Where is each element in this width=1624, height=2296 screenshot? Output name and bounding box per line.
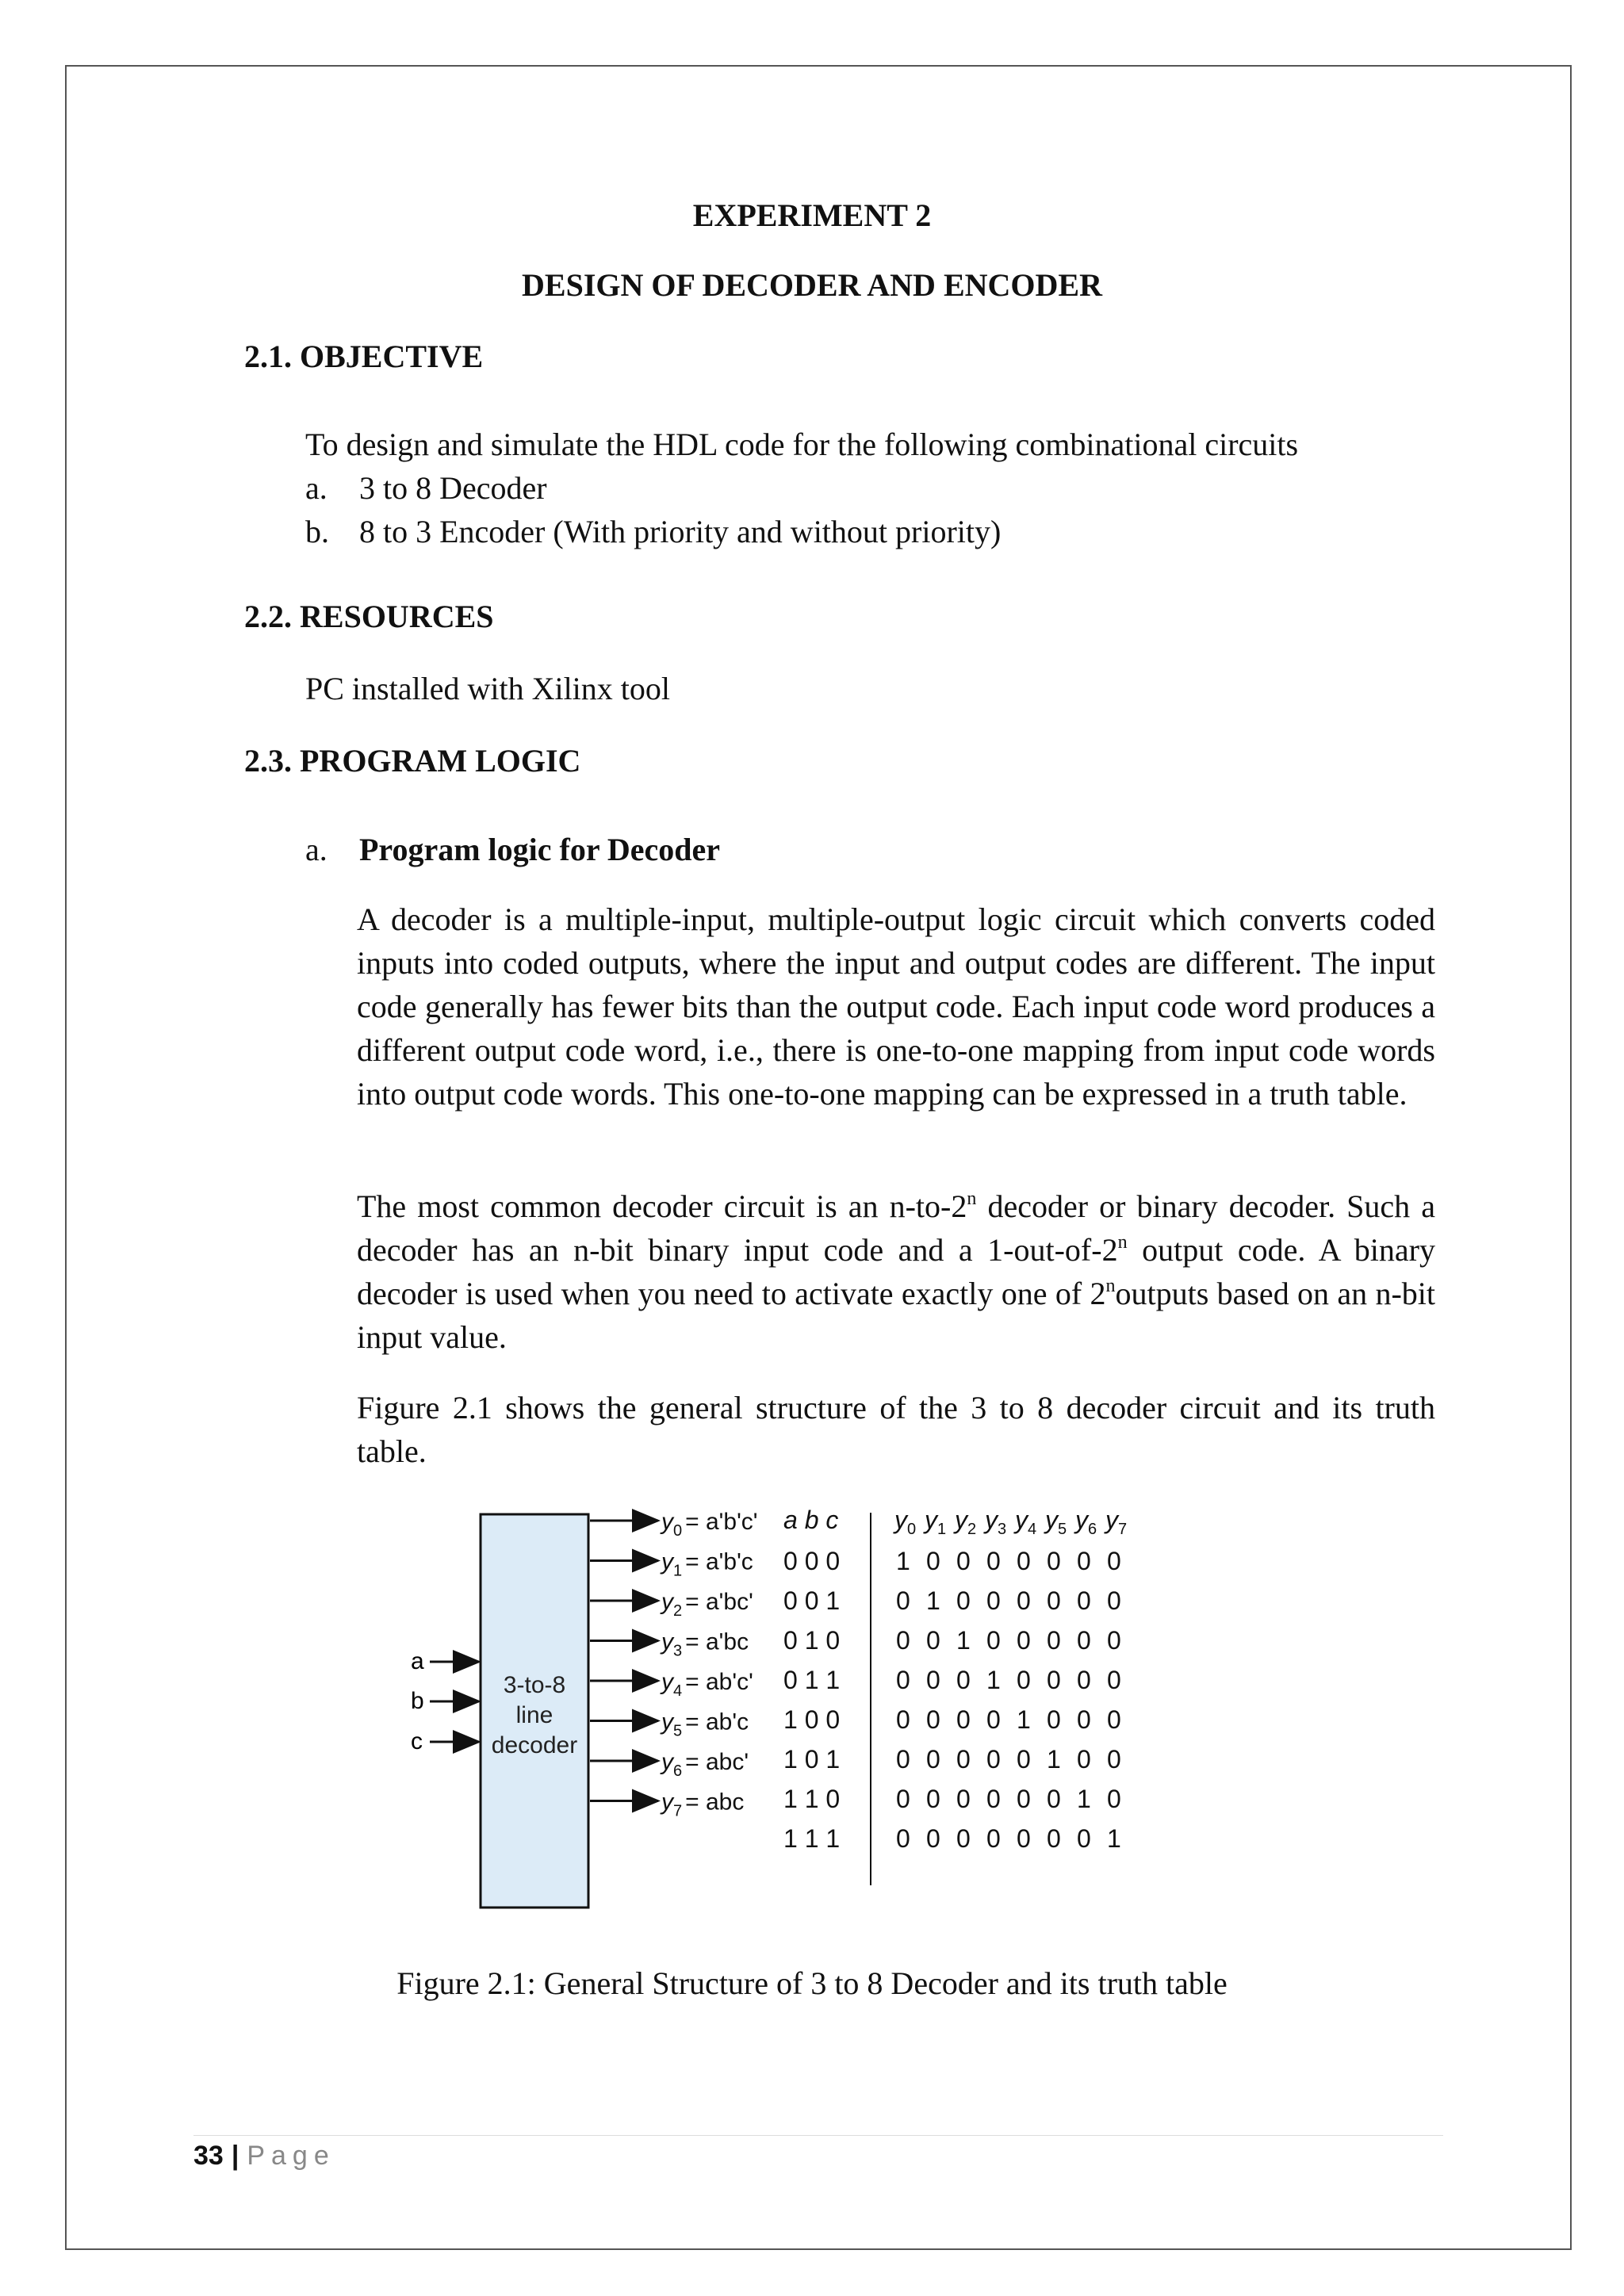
list-marker: a. <box>305 832 327 867</box>
output-label: $y_6 = abc'$ <box>661 1749 749 1780</box>
svg-text:a: a <box>411 1648 424 1674</box>
output-line <box>590 1789 744 1820</box>
row-inputs: 0 0 0 <box>783 1547 841 1575</box>
row-outputs: 00100000 <box>896 1626 1121 1655</box>
table-header-output: $y_4$ <box>1015 1506 1037 1538</box>
list-item-text: 8 to 3 Encoder (With priority and without priority) <box>359 514 1002 549</box>
input-a <box>411 1648 479 1674</box>
figure-caption: Figure 2.1: General Structure of 3 to 8 Decoder and its truth table <box>396 1965 1228 2001</box>
program-logic-heading: 2.3. PROGRAM LOGIC <box>244 743 581 779</box>
decoder-paragraph-3: Figure 2.1 shows the general structure of the 3 to 8 decoder circuit and its truth table. <box>357 1390 1435 1469</box>
row-outputs: 00010000 <box>896 1666 1121 1694</box>
row-inputs: 1 0 0 <box>783 1705 841 1734</box>
output-label: $y_4 = ab'c'$ <box>661 1669 753 1700</box>
output-line <box>590 1509 758 1540</box>
resources-heading: 2.2. RESOURCES <box>244 599 494 634</box>
row-inputs: 1 1 0 <box>783 1785 841 1813</box>
footer-separator: | <box>231 2141 239 2171</box>
output-label: $y_7$ = abc <box>661 1789 745 1820</box>
row-outputs: 10000000 <box>896 1547 1121 1575</box>
list-marker: b. <box>305 514 329 549</box>
output-line <box>590 1709 749 1740</box>
table-row <box>783 1547 1121 1575</box>
row-outputs: 00000100 <box>896 1745 1121 1774</box>
row-inputs: 0 1 1 <box>783 1666 841 1694</box>
row-outputs: 00001000 <box>896 1705 1121 1734</box>
output-label: $y_3 = a'bc$ <box>661 1628 749 1660</box>
row-inputs: 1 0 1 <box>783 1745 841 1774</box>
output-line <box>590 1669 753 1700</box>
table-row <box>783 1586 1121 1615</box>
page-footer <box>193 2141 335 2172</box>
table-row <box>783 1824 1121 1853</box>
objective-intro: To design and simulate the HDL code for the following combinational circuits <box>305 427 1299 462</box>
svg-text:b: b <box>411 1688 424 1714</box>
table-header-output: $y_3$ <box>985 1506 1007 1538</box>
table-row <box>783 1705 1121 1734</box>
row-outputs: 00000001 <box>896 1824 1121 1853</box>
row-inputs: 0 1 0 <box>783 1626 841 1655</box>
experiment-subtitle: DESIGN OF DECODER AND ENCODER <box>522 267 1102 303</box>
output-line <box>590 1749 749 1780</box>
svg-text:c: c <box>411 1728 423 1755</box>
list-item-text: 3 to 8 Decoder <box>359 470 547 506</box>
table-row <box>783 1626 1121 1655</box>
page-number: 33 <box>193 2141 224 2171</box>
decoder-paragraph-2: The most common decoder circuit is an n-to-2$^n$ decoder or binary decoder. Such a decoder has an n-bit binary input code and a 1-out-of-2$^n$ output code. A binary decoder is used when you need to activate exactly one of 2$^n$outputs based on an n-bit input value. <box>357 1188 1436 1355</box>
table-header-output: $y_7$ <box>1105 1506 1128 1538</box>
decoder-paragraph-1: A decoder is a multiple-input, multiple-output logic circuit which converts coded inputs into coded outputs, where the input and output codes are different. The input code generally has fewer bits than the output code. Each input code word produces a different output code word, i.e., there is one-to-one mapping from input code words into output code words. This one-to-one mapping can be expressed in a truth table. <box>357 901 1435 1112</box>
output-line <box>590 1549 753 1580</box>
objective-item-a <box>305 466 547 510</box>
table-header-output: $y_5$ <box>1045 1506 1067 1538</box>
input-c <box>411 1728 479 1755</box>
table-row <box>783 1666 1121 1694</box>
table-header-output: $y_0$ <box>894 1506 917 1538</box>
block-label-line-3: decoder <box>491 1732 578 1758</box>
footer-divider <box>193 2135 1443 2136</box>
output-label: $y_1 = a'b'c$ <box>661 1548 753 1580</box>
decoder-diagram <box>396 1497 1189 1925</box>
table-row <box>783 1745 1121 1774</box>
subheading-text: Program logic for Decoder <box>359 832 721 867</box>
output-label: $y_2 = a'bc'$ <box>661 1589 753 1620</box>
experiment-title: EXPERIMENT 2 <box>692 197 932 233</box>
resources-text: PC installed with Xilinx tool <box>305 671 671 706</box>
truth-table <box>783 1506 1127 1885</box>
objective-heading: 2.1. OBJECTIVE <box>244 339 484 374</box>
decoder-subheading <box>305 828 720 871</box>
row-outputs: 00000010 <box>896 1785 1121 1813</box>
table-header-output: $y_2$ <box>955 1506 977 1538</box>
block-label-line-2: line <box>515 1702 553 1728</box>
output-label: $y_5 = ab'c$ <box>661 1709 749 1740</box>
output-label: $y_0 = a'b'c'$ <box>661 1509 758 1540</box>
input-b <box>411 1688 479 1714</box>
table-header-output: $y_1$ <box>925 1506 947 1538</box>
output-line <box>590 1589 753 1620</box>
block-label-line-1: 3-to-8 <box>503 1672 566 1698</box>
page-label: Page <box>247 2141 335 2171</box>
table-header-inputs: a b c <box>783 1506 839 1534</box>
row-inputs: 1 1 1 <box>783 1824 841 1853</box>
table-header-output: $y_6$ <box>1075 1506 1097 1538</box>
list-marker: a. <box>305 470 327 506</box>
decoder-figure <box>396 1497 1189 1929</box>
objective-item-b <box>305 510 1001 553</box>
row-outputs: 01000000 <box>896 1586 1121 1615</box>
row-inputs: 0 0 1 <box>783 1586 841 1615</box>
table-row <box>783 1785 1121 1813</box>
output-line <box>590 1629 749 1660</box>
